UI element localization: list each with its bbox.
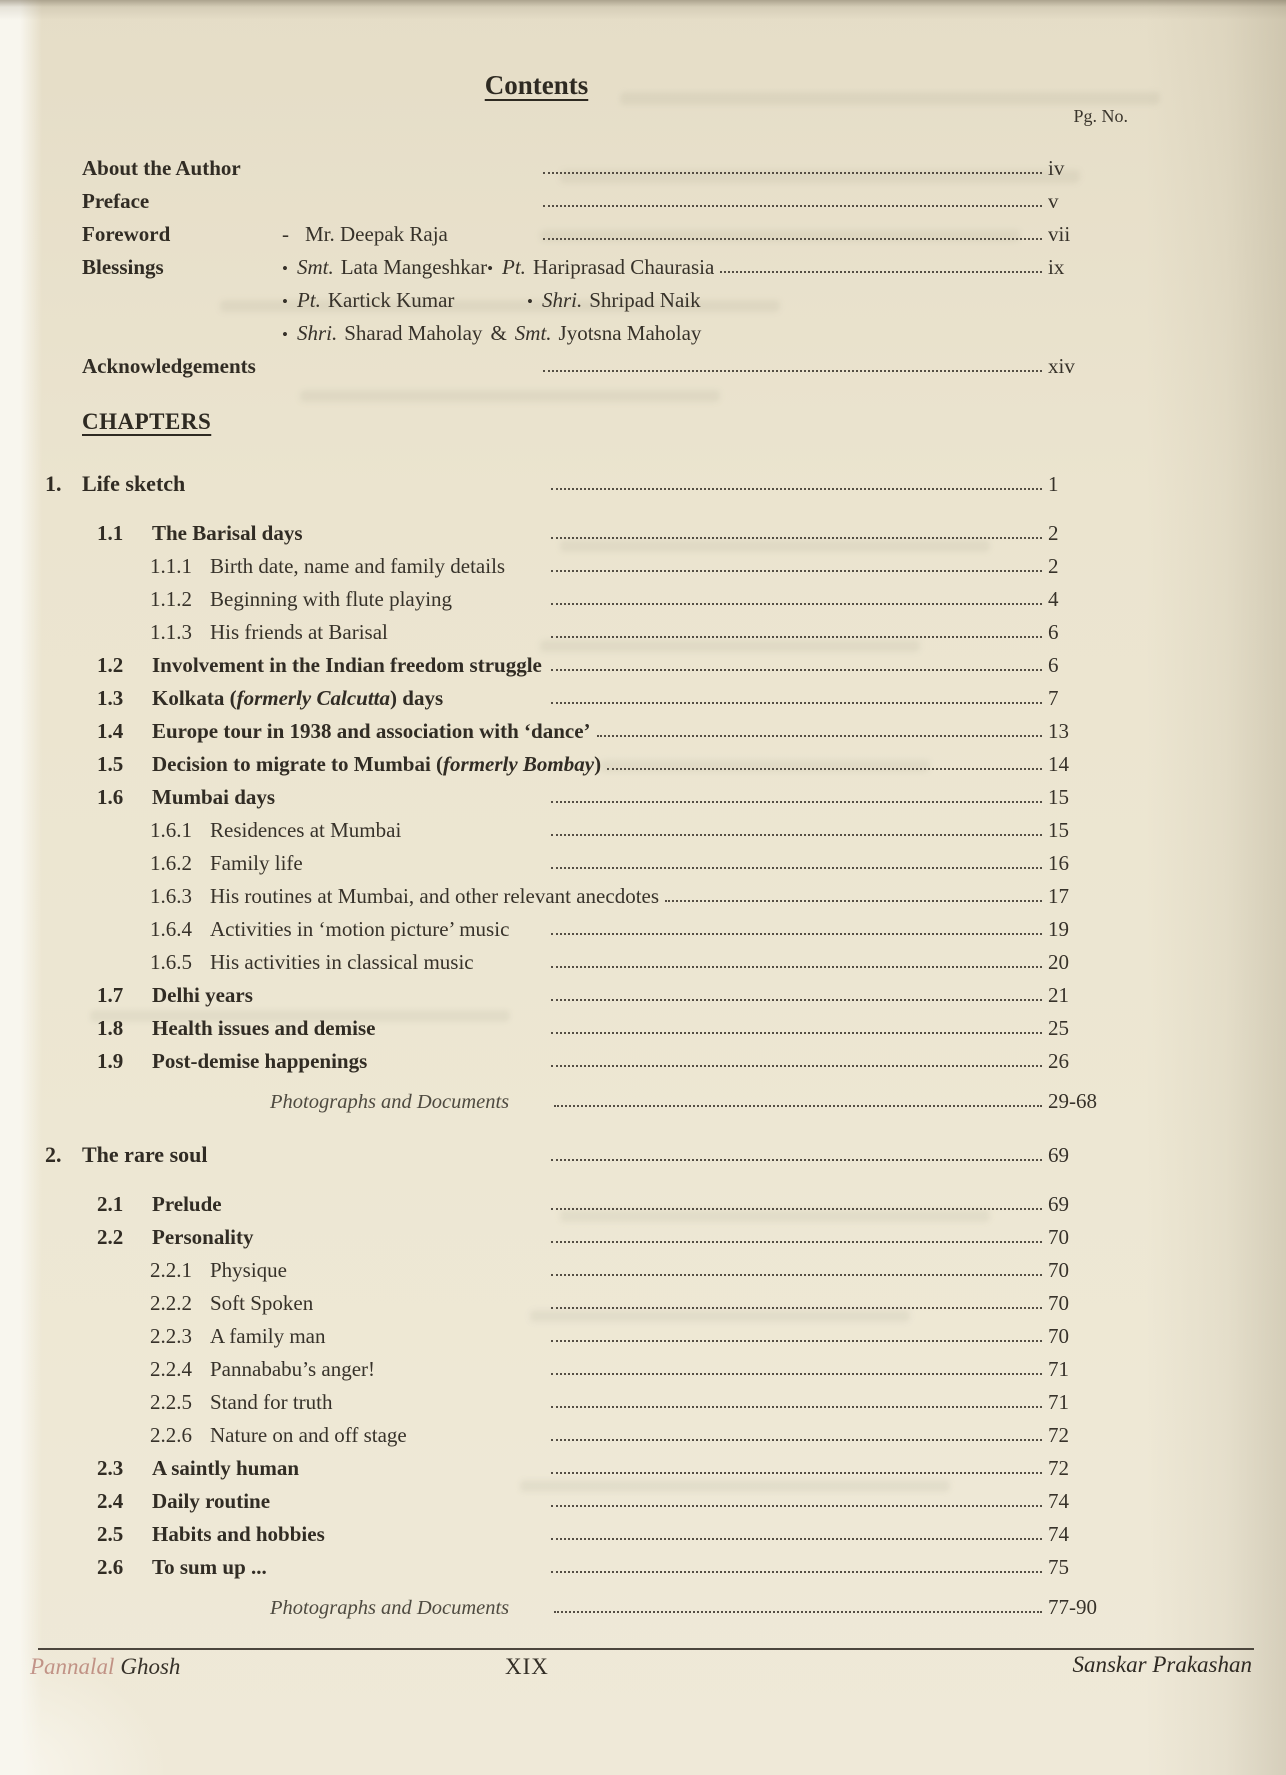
toc-entry-title: Photographs and Documents	[270, 1091, 510, 1113]
toc-entry	[45, 1481, 1128, 1514]
dot-leader	[597, 735, 1042, 737]
toc-entry-page: 69	[1048, 1143, 1069, 1167]
toc-entry	[45, 612, 1128, 645]
toc-entry-number: 1.1	[97, 521, 124, 545]
entry-mid	[282, 255, 714, 280]
dot-leader	[551, 999, 1042, 1001]
toc-entry-page: 2	[1048, 554, 1059, 578]
dot-leader	[551, 1340, 1042, 1342]
toc-entry-blessings	[45, 247, 1128, 280]
honorific: Pt.	[296, 288, 321, 312]
toc-entry	[45, 1217, 1128, 1250]
dot-leader	[551, 1571, 1042, 1573]
toc-entry-number: 2.2.6	[150, 1423, 192, 1447]
person-name: Kartick Kumar	[327, 288, 455, 312]
toc-entry-number: 1.1.3	[150, 620, 192, 644]
dot-leader	[551, 1373, 1042, 1375]
toc-entry-title: Activities in ‘motion picture’ music	[210, 917, 510, 941]
toc-entry-number: 1.1.1	[150, 554, 192, 578]
toc-entry-title: Soft Spoken	[210, 1291, 314, 1315]
honorific: Pt.	[502, 255, 526, 279]
footer-book-title	[30, 1654, 180, 1680]
dot-leader	[607, 768, 1042, 770]
dot-leader	[554, 1105, 1042, 1107]
entry-label: Acknowledgements	[82, 354, 256, 378]
dot-leader	[551, 1472, 1042, 1474]
blessing-name	[282, 321, 701, 346]
toc-entry-number: 1.2	[97, 653, 124, 677]
toc-entry-foreword	[45, 214, 1128, 247]
blessing-name	[282, 288, 527, 313]
dot-leader	[551, 966, 1042, 968]
toc-entry	[45, 461, 1128, 497]
toc-entry	[45, 1184, 1128, 1217]
toc-entry-page: 13	[1048, 719, 1069, 743]
toc-entry-number: 1.6.3	[150, 884, 192, 908]
footer-page-number: XIX	[505, 1654, 549, 1679]
title-part: )	[594, 752, 602, 776]
toc-entry-page: 72	[1048, 1423, 1069, 1447]
toc-entry-title: Mumbai days	[152, 785, 276, 809]
toc-entry	[45, 975, 1128, 1008]
entry-mid	[282, 222, 537, 247]
toc-entry-number: 1.8	[97, 1016, 124, 1040]
page-title: Contents	[484, 70, 589, 100]
dot-leader	[551, 537, 1042, 539]
bullet-icon: •	[487, 259, 494, 278]
entry-label: Preface	[82, 189, 150, 213]
toc-entry-title: A saintly human	[152, 1456, 300, 1480]
toc-entry-number: 2.2.1	[150, 1258, 192, 1282]
toc-entry-page: 15	[1048, 785, 1069, 809]
toc-entry-page: 6	[1048, 620, 1059, 644]
chapters-list	[45, 461, 1128, 1620]
toc-entry-title: Pannababu’s anger!	[210, 1357, 376, 1381]
toc-entry-number: 2.4	[97, 1489, 124, 1513]
dot-leader	[543, 370, 1042, 372]
dot-leader	[551, 570, 1042, 572]
toc-entry	[45, 1041, 1128, 1074]
toc-entry-title: Habits and hobbies	[152, 1522, 325, 1546]
toc-entry-page: 7	[1048, 686, 1059, 710]
contents-page	[45, 0, 1128, 1620]
toc-entry-page: 19	[1048, 917, 1069, 941]
toc-entry-number: 2.3	[97, 1456, 124, 1480]
toc-entry-page: 20	[1048, 950, 1069, 974]
dot-leader	[551, 933, 1042, 935]
person-name: Shripad Naik	[589, 288, 701, 312]
toc-entry-number: 1.6.2	[150, 851, 192, 875]
toc-entry-title: Personality	[152, 1225, 254, 1249]
toc-entry	[45, 678, 1128, 711]
toc-entry	[45, 1547, 1128, 1580]
toc-entry	[45, 1382, 1128, 1415]
toc-entry-page: 71	[1048, 1390, 1069, 1414]
toc-entry-title: Involvement in the Indian freedom struggle	[152, 653, 542, 677]
toc-entry-title: The Barisal days	[152, 521, 303, 545]
toc-entry-page: 15	[1048, 818, 1069, 842]
blessings-row-2	[45, 280, 1128, 313]
toc-entry-page: 6	[1048, 653, 1059, 677]
toc-entry-number: 1.	[45, 471, 62, 496]
toc-entry-title: Residences at Mumbai	[210, 818, 402, 842]
toc-entry	[45, 645, 1128, 678]
dot-leader	[551, 801, 1042, 803]
dot-leader	[551, 867, 1042, 869]
toc-entry-number: 2.2.4	[150, 1357, 192, 1381]
footer-book-title-word1: Pannalal	[30, 1654, 115, 1679]
toc-entry	[45, 744, 1128, 777]
dot-leader	[543, 238, 1042, 240]
toc-entry-number: 2.6	[97, 1555, 124, 1579]
dot-leader	[551, 1159, 1042, 1161]
toc-entry	[45, 810, 1128, 843]
dot-leader	[554, 1611, 1042, 1613]
toc-entry-page: 14	[1048, 752, 1069, 776]
toc-entry-page: 17	[1048, 884, 1069, 908]
toc-entry-number: 2.1	[97, 1192, 124, 1216]
toc-entry	[45, 1250, 1128, 1283]
toc-entry	[45, 843, 1128, 876]
toc-entry-page: 74	[1048, 1489, 1069, 1513]
toc-entry	[45, 546, 1128, 579]
dot-leader	[551, 834, 1042, 836]
toc-entry-page: 70	[1048, 1291, 1069, 1315]
toc-entry-number: 2.2	[97, 1225, 124, 1249]
bullet-icon: •	[282, 259, 288, 278]
toc-entry-number: 1.9	[97, 1049, 124, 1073]
dot-leader	[665, 900, 1042, 902]
toc-entry-title: Photographs and Documents	[270, 1597, 510, 1619]
entry-page: v	[1048, 189, 1059, 213]
dot-leader	[551, 1406, 1042, 1408]
toc-entry-title: Physique	[210, 1258, 288, 1282]
toc-entry-page: 72	[1048, 1456, 1069, 1480]
toc-entry-number: 2.2.5	[150, 1390, 192, 1414]
title-part: Kolkata (	[152, 686, 237, 710]
foreword-author: Mr. Deepak Raja	[305, 222, 448, 246]
toc-entry	[45, 1132, 1128, 1168]
toc-entry-title: Post-demise happenings	[152, 1049, 368, 1073]
person-name: Sharad Maholay	[344, 321, 483, 345]
bullet-icon: •	[282, 292, 288, 311]
toc-entry-page: 21	[1048, 983, 1069, 1007]
toc-entry-number: 1.6.4	[150, 917, 192, 941]
page-footer	[0, 1652, 1286, 1702]
toc-entry-page: 69	[1048, 1192, 1069, 1216]
honorific: Shri.	[541, 288, 583, 312]
toc-entry	[45, 579, 1128, 612]
toc-entry	[45, 1448, 1128, 1481]
toc-entry-page: 16	[1048, 851, 1069, 875]
footer-divider	[38, 1648, 1254, 1650]
dot-leader	[551, 1065, 1042, 1067]
front-matter	[45, 148, 1128, 379]
entry-page: vii	[1048, 222, 1071, 246]
dash: -	[282, 222, 289, 246]
footer-publisher: Sanskar Prakashan	[1072, 1652, 1252, 1677]
dot-leader	[551, 1307, 1042, 1309]
toc-entry	[45, 513, 1128, 546]
toc-entry-title: His routines at Mumbai, and other relevant anecdotes	[210, 884, 660, 908]
dot-leader	[551, 1241, 1042, 1243]
toc-entry-title: Stand for truth	[210, 1390, 333, 1414]
toc-entry-number: 1.3	[97, 686, 124, 710]
toc-entry-title: Birth date, name and family details	[210, 554, 506, 578]
toc-entry-title: His friends at Barisal	[210, 620, 388, 644]
dot-leader	[551, 1505, 1042, 1507]
toc-entry-number: 1.1.2	[150, 587, 192, 611]
toc-entry	[45, 1514, 1128, 1547]
title-part-italic: formerly Calcutta	[236, 686, 391, 710]
dot-leader	[551, 1274, 1042, 1276]
dot-leader	[551, 1538, 1042, 1540]
toc-entry	[45, 1008, 1128, 1041]
blessings-row-3	[45, 313, 1128, 346]
toc-entry-number: 1.5	[97, 752, 124, 776]
bullet-icon: •	[282, 325, 288, 344]
entry-page: iv	[1048, 156, 1065, 180]
honorific: Smt.	[514, 321, 552, 345]
bullet-icon: •	[527, 292, 533, 311]
dot-leader	[551, 488, 1042, 490]
dot-leader	[551, 702, 1042, 704]
dot-leader	[543, 172, 1042, 174]
toc-entry-page: 70	[1048, 1225, 1069, 1249]
toc-entry-acknowledgements	[45, 346, 1128, 379]
toc-entry-title: His activities in classical music	[210, 950, 474, 974]
toc-entry-title: The rare soul	[82, 1142, 208, 1167]
toc-entry-title: Life sketch	[82, 471, 186, 496]
toc-entry-title: Europe tour in 1938 and association with ‘dance’	[152, 719, 591, 743]
toc-entry-title: Family life	[210, 851, 303, 875]
toc-entry-page: 4	[1048, 587, 1059, 611]
toc-entry	[45, 1415, 1128, 1448]
dot-leader	[551, 1439, 1042, 1441]
toc-entry-page: 75	[1048, 1555, 1069, 1579]
toc-entry-number: 1.6.5	[150, 950, 192, 974]
dot-leader	[551, 603, 1042, 605]
title-part: ) days	[390, 686, 444, 710]
honorific: Smt.	[296, 255, 334, 279]
toc-entry-page: 26	[1048, 1049, 1069, 1073]
dot-leader	[551, 1032, 1042, 1034]
blessing-name	[487, 255, 714, 279]
person-name: Hariprasad Chaurasia	[532, 255, 715, 279]
toc-entry-photographs	[45, 1078, 1128, 1114]
toc-entry	[45, 777, 1128, 810]
toc-entry	[45, 711, 1128, 744]
toc-entry-photographs	[45, 1584, 1128, 1620]
footer-book-title-word2: Ghosh	[120, 1654, 181, 1679]
entry-label: About the Author	[82, 156, 241, 180]
toc-entry	[45, 909, 1128, 942]
toc-entry-title: Prelude	[152, 1192, 222, 1216]
toc-entry-title: Delhi years	[152, 983, 253, 1007]
title-part: Decision to migrate to Mumbai (	[152, 752, 444, 776]
toc-entry-title	[152, 686, 545, 711]
toc-entry-number: 1.6	[97, 785, 124, 809]
toc-entry	[45, 942, 1128, 975]
dot-leader	[551, 1208, 1042, 1210]
entry-page: xiv	[1048, 354, 1075, 378]
toc-entry-number: 2.2.2	[150, 1291, 192, 1315]
person-name: Lata Mangeshkar	[340, 255, 488, 279]
toc-entry-number: 1.4	[97, 719, 124, 743]
honorific: Shri.	[296, 321, 338, 345]
title-part-italic: formerly Bombay	[443, 752, 595, 776]
toc-entry-number: 2.	[45, 1142, 62, 1167]
toc-entry-page: 1	[1048, 472, 1059, 496]
blessing-name	[527, 288, 701, 313]
toc-entry-title: Daily routine	[152, 1489, 271, 1513]
toc-entry-page: 70	[1048, 1324, 1069, 1348]
toc-entry-title: Beginning with flute playing	[210, 587, 453, 611]
toc-entry-number: 2.2.3	[150, 1324, 192, 1348]
toc-entry-title	[152, 752, 601, 777]
entry-page: ix	[1048, 255, 1065, 279]
toc-entry-title: A family man	[210, 1324, 326, 1348]
chapters-heading: CHAPTERS	[82, 409, 212, 434]
toc-entry	[45, 1349, 1128, 1382]
ampersand: &	[490, 321, 507, 345]
toc-entry-page: 71	[1048, 1357, 1069, 1381]
toc-entry-page: 77-90	[1048, 1595, 1097, 1619]
toc-entry	[45, 1316, 1128, 1349]
dot-leader	[551, 636, 1042, 638]
toc-entry-number: 1.7	[97, 983, 124, 1007]
toc-entry-page: 25	[1048, 1016, 1069, 1040]
toc-entry-title: Nature on and off stage	[210, 1423, 407, 1447]
entry-label: Blessings	[82, 255, 164, 279]
toc-entry-title: To sum up ...	[152, 1555, 267, 1579]
entry-label: Foreword	[82, 222, 171, 246]
toc-entry	[45, 876, 1128, 909]
toc-entry	[45, 1283, 1128, 1316]
dot-leader	[543, 205, 1042, 207]
blessing-name	[282, 255, 487, 279]
dot-leader	[720, 271, 1042, 273]
person-name: Jyotsna Maholay	[558, 321, 702, 345]
dot-leader	[551, 669, 1042, 671]
page-number-column-label: Pg. No.	[1073, 106, 1128, 126]
toc-entry-preface	[45, 181, 1128, 214]
toc-entry-title: Health issues and demise	[152, 1016, 376, 1040]
toc-entry-page: 29-68	[1048, 1089, 1097, 1113]
toc-entry-about-the-author	[45, 148, 1128, 181]
toc-entry-page: 70	[1048, 1258, 1069, 1282]
toc-entry-page: 74	[1048, 1522, 1069, 1546]
toc-entry-number: 2.5	[97, 1522, 124, 1546]
toc-entry-page: 2	[1048, 521, 1059, 545]
toc-entry-number: 1.6.1	[150, 818, 192, 842]
